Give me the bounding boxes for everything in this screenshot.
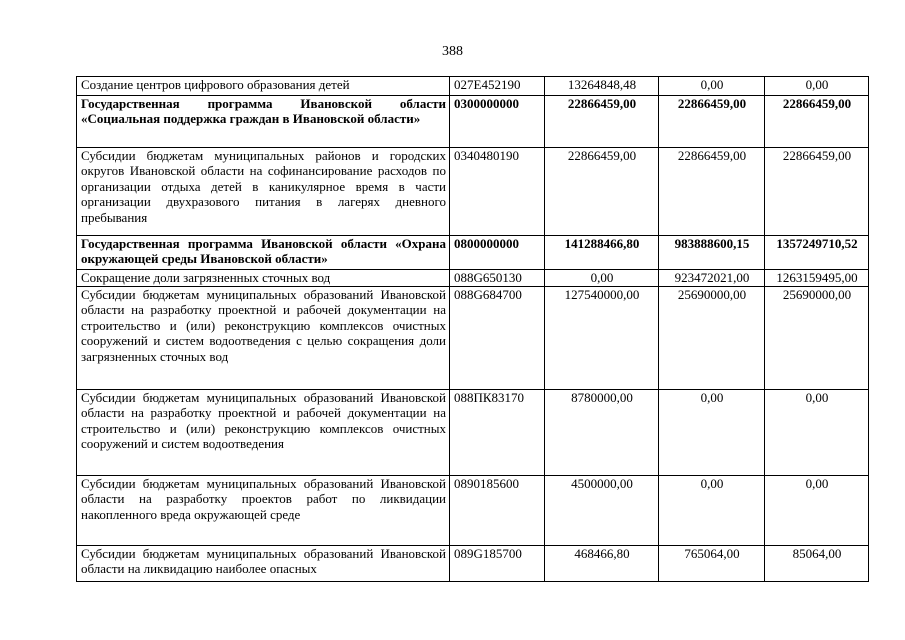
row-code: 0340480190 bbox=[450, 148, 545, 236]
row-value-2: 22866459,00 bbox=[659, 148, 765, 236]
row-name: Создание центров цифрового образования детей bbox=[77, 77, 450, 96]
row-value-2: 765064,00 bbox=[659, 546, 765, 582]
row-name: Сокращение доли загрязненных сточных вод bbox=[77, 270, 450, 287]
row-value-1: 4500000,00 bbox=[545, 476, 659, 546]
row-code: 088ПК83170 bbox=[450, 390, 545, 476]
row-value-2: 0,00 bbox=[659, 476, 765, 546]
table-row bbox=[77, 148, 869, 236]
row-code: 089G185700 bbox=[450, 546, 545, 582]
row-name: Субсидии бюджетам муниципальных образований Ивановской области на разработку проектов работ по ликвидации накопленного вреда окружающей среде bbox=[77, 476, 450, 546]
row-value-3: 0,00 bbox=[765, 476, 869, 546]
table-row bbox=[77, 390, 869, 476]
row-value-2: 923472021,00 bbox=[659, 270, 765, 287]
table-row bbox=[77, 476, 869, 546]
row-value-1: 22866459,00 bbox=[545, 96, 659, 148]
row-name: Государственная программа Ивановской области «Социальная поддержка граждан в Ивановской области» bbox=[77, 96, 450, 148]
row-value-1: 13264848,48 bbox=[545, 77, 659, 96]
table-row bbox=[77, 77, 869, 96]
row-name: Субсидии бюджетам муниципальных образований Ивановской области на разработку проектной и рабочей документации на строительство и (или) реконструкцию комплексов очистных сооружений и систем водоотведения с целью сокращения доли загрязненных сточных вод bbox=[77, 287, 450, 390]
row-value-2: 0,00 bbox=[659, 77, 765, 96]
table-row bbox=[77, 546, 869, 582]
table-row bbox=[77, 270, 869, 287]
table-row bbox=[77, 96, 869, 148]
row-code: 0890185600 bbox=[450, 476, 545, 546]
table-row bbox=[77, 287, 869, 390]
table-row bbox=[77, 236, 869, 270]
row-value-3: 22866459,00 bbox=[765, 148, 869, 236]
row-name: Государственная программа Ивановской области «Охрана окружающей среды Ивановской области» bbox=[77, 236, 450, 270]
row-value-3: 0,00 bbox=[765, 390, 869, 476]
row-code: 088G650130 bbox=[450, 270, 545, 287]
row-value-2: 0,00 bbox=[659, 390, 765, 476]
row-value-3: 1357249710,52 bbox=[765, 236, 869, 270]
row-value-1: 141288466,80 bbox=[545, 236, 659, 270]
row-value-3: 85064,00 bbox=[765, 546, 869, 582]
row-value-3: 22866459,00 bbox=[765, 96, 869, 148]
row-code: 027Е452190 bbox=[450, 77, 545, 96]
row-value-2: 983888600,15 bbox=[659, 236, 765, 270]
row-code: 0800000000 bbox=[450, 236, 545, 270]
row-value-2: 25690000,00 bbox=[659, 287, 765, 390]
row-name: Субсидии бюджетам муниципальных образований Ивановской области на разработку проектной и рабочей документации на строительство и (или) реконструкцию комплексов очистных сооружений и систем водоотведения bbox=[77, 390, 450, 476]
page-number: 388 bbox=[442, 44, 463, 59]
row-value-1: 22866459,00 bbox=[545, 148, 659, 236]
row-value-1: 0,00 bbox=[545, 270, 659, 287]
row-name: Субсидии бюджетам муниципальных образований Ивановской области на ликвидацию наиболее опасных bbox=[77, 546, 450, 582]
budget-table bbox=[76, 76, 869, 582]
row-value-1: 127540000,00 bbox=[545, 287, 659, 390]
row-value-3: 0,00 bbox=[765, 77, 869, 96]
row-value-1: 8780000,00 bbox=[545, 390, 659, 476]
row-value-3: 25690000,00 bbox=[765, 287, 869, 390]
row-value-3: 1263159495,00 bbox=[765, 270, 869, 287]
row-code: 088G684700 bbox=[450, 287, 545, 390]
row-value-2: 22866459,00 bbox=[659, 96, 765, 148]
row-code: 0300000000 bbox=[450, 96, 545, 148]
row-value-1: 468466,80 bbox=[545, 546, 659, 582]
row-name: Субсидии бюджетам муниципальных районов и городских округов Ивановской области на софинансирование расходов по организации отдыха детей в каникулярное время в части организации двухразового питания в лагерях дневного пребывания bbox=[77, 148, 450, 236]
